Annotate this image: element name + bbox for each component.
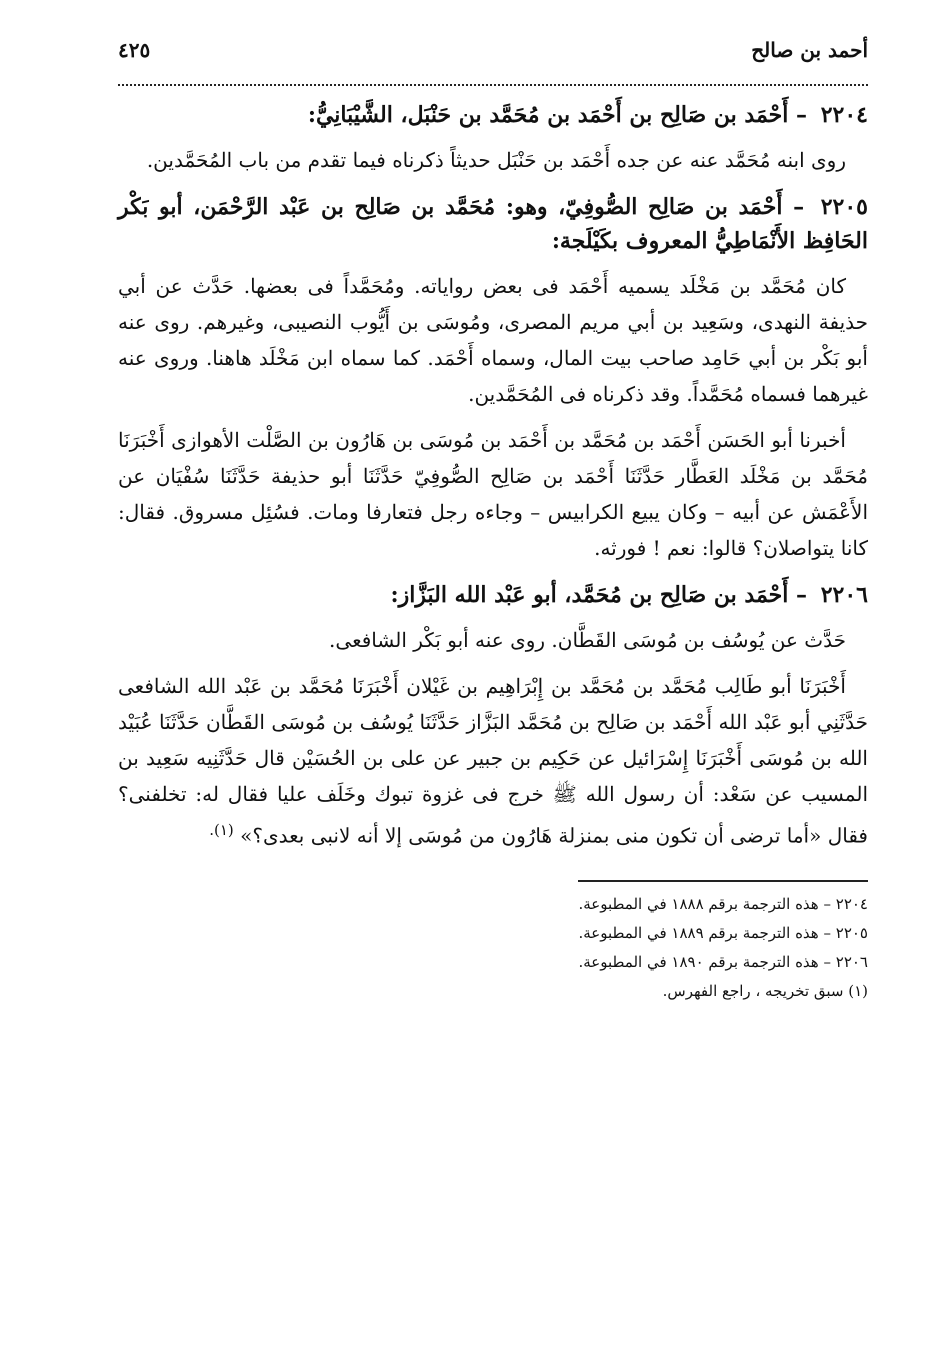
footnote: (١) سبق تخريجه ، راجع الفهرس.	[662, 981, 868, 1000]
footnotes	[118, 890, 868, 1006]
entry-number: ٢٢٠٦	[820, 582, 868, 608]
entry-title: – أَحْمَد بن صَالِح الصُّوفِيّ، وهو: مُحَمَّد بن صَالِح بن عَبْد الرَّحْمَن، أبو بَكْر الحَافِظ الأَنْمَاطِيُّ المعروف بكَيْلَجة:	[118, 194, 868, 254]
footnote: ٢٢٠٦ – هذه الترجمة برقم ١٨٩٠ في المطبوعة.	[578, 952, 868, 971]
paragraph: أخبرنا أبو الحَسَن أَحْمَد بن مُحَمَّد بن أَحْمَد بن مُوسَى بن هَارُون بن الصَّلْت الأهوازى أَخْبَرَنَا مُحَمَّد بن مَخْلَد العَطَّار حَدَّثَنَا أَحْمَد بن صَالِح الصُّوفِيّ حَدَّثَنَا أبو حذيفة حَدَّثَنَا سُفْيَان عن الأَعْمَش عن أبيه – وكان يبيع الكرابيس – وجاءه رجل فتعارفا ومات. فسُئِل مسروق. فقال: كانا يتواصلان؟ قالوا: نعم ! فورثه.	[118, 428, 869, 560]
footnote-divider	[578, 880, 868, 882]
running-head	[118, 38, 868, 86]
running-title: أحمد بن صالح	[751, 38, 868, 62]
footnote-reference: (١).	[209, 821, 234, 839]
paragraph: روى ابنه مُحَمَّد عنه عن جده أَحْمَد بن حَنْبَل حديثاً ذكرناه فيما تقدم من باب المُحَمَّدين.	[146, 148, 846, 172]
entry-title: – أَحْمَد بن صَالِح بن أَحْمَد بن مُحَمَّد بن حَنْبَل، الشَّيْبَانِيُّ:	[307, 102, 808, 128]
entry-number: ٢٢٠٥	[820, 194, 868, 220]
entry-heading	[118, 98, 868, 132]
paragraph-text: أَخْبَرَنَا أبو طَالِب مُحَمَّد بن مُحَمَّد بن إِبْرَاهِيم بن غَيْلان أَخْبَرَنَا مُحَمَّد بن عَبْد الله الشافعى حَدَّثَنِي أبو عَبْد الله أَحْمَد بن صَالِح بن مُحَمَّد البَزَّاز حَدَّثَنَا يُوسُف بن مُوسَى القَطَّان حَدَّثَنَا عُبَيْد الله بن مُوسَى أَخْبَرَنَا إِسْرَائيل عن حَكِيم بن جبير عن على بن الحُسَيْن قال حَدَّثَنِيه سَعِيد بن المسيب عن سَعْد: أن رسول الله ﷺ خرج فى غزوة تبوك وخَلَف عليا فقال له: تخلفنى؟ فقال «أما ترضى أن تكون منى بمنزلة هَارُون من مُوسَى إلا أنه لانبى بعدى؟»	[118, 674, 868, 848]
entry-heading	[118, 578, 868, 612]
entry-number: ٢٢٠٤	[820, 102, 868, 128]
footnote: ٢٢٠٥ – هذه الترجمة برقم ١٨٨٩ في المطبوعة.	[578, 923, 868, 942]
footnote: ٢٢٠٤ – هذه الترجمة برقم ١٨٨٨ في المطبوعة.	[578, 894, 868, 913]
entry-heading	[118, 190, 868, 258]
entry-2204	[118, 98, 868, 178]
paragraph: حَدَّث عن يُوسُف بن مُوسَى القَطَّان. روى عنه أبو بَكْر الشافعى.	[329, 628, 846, 652]
paragraph: كان مُحَمَّد بن مَخْلَد يسميه أَحْمَد فى بعض رواياته. ومُحَمَّداً فى بعضها. حَدَّث عن أبي حذيفة النهدى، وسَعِيد بن أبي مريم المصرى، ومُوسَى بن أَيُّوب النصيبى، وغيرهم. روى عنه أبو بَكْر بن أبي حَامِد صاحب بيت المال، وسماه أَحْمَد. كما سماه ابن مَخْلَد هاهنا. وروى عنه غيرهما فسماه مُحَمَّداً. وقد ذكرناه فى المُحَمَّدين.	[118, 274, 868, 406]
page-number: ٤٢٥	[118, 38, 151, 62]
entry-title: – أَحْمَد بن صَالِح بن مُحَمَّد، أبو عَبْد الله البَزَّاز:	[390, 582, 808, 608]
entry-2205	[118, 190, 868, 566]
entry-2206	[118, 578, 868, 854]
paragraph	[118, 668, 868, 854]
